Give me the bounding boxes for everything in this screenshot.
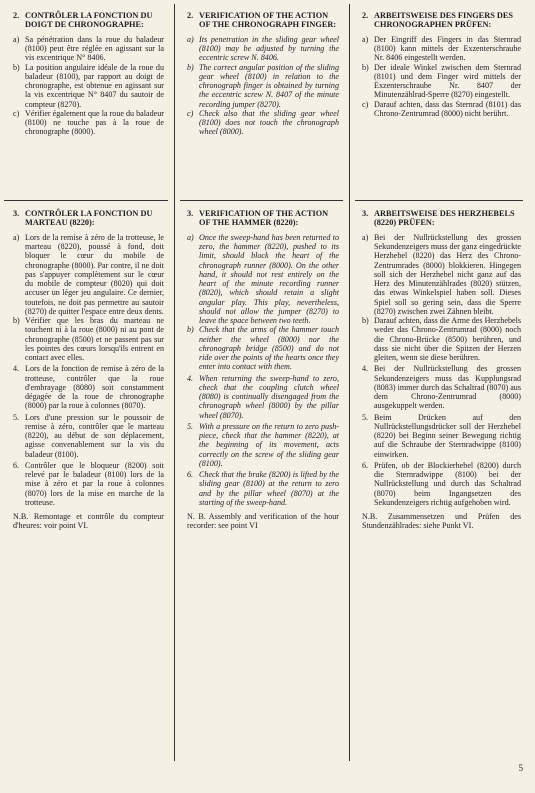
item-text: Bei der Nullrückstellung des grossen Sekundenzeigers muss das Kupplungsrad (8083) immer durch das Schaltrad (8070) aus dem Chrono-Zentrumrad (8000) ausgekuppelt werden.	[374, 364, 521, 411]
list-item	[187, 233, 339, 326]
item-text: Darauf achten, dass die Arme des Herzhebels weder das Chrono-Zentrumrad (8000) noch die Chrono-Brücke (8500) berühren, und dass sie nicht über die Spitzen der Herzen gleiten, wenn sie diese berühren.	[374, 316, 521, 363]
section-heading	[362, 11, 521, 30]
item-label: 6.	[362, 460, 369, 470]
nb-note: N.B. Remontage et contrôle du compteur d'heures: voir point VI.	[13, 512, 164, 531]
section-heading	[187, 11, 339, 30]
item-label: 4.	[362, 364, 369, 374]
list-item	[13, 63, 164, 109]
item-text: When returning the sweep-hand to zero, check that the coupling clutch wheel (8080) is continually disengaged from the chronograph wheel (8000) by the pillar wheel (8070).	[199, 373, 339, 420]
section-heading	[13, 11, 164, 30]
item-text: Lors de la remise à zéro de la trotteuse, le marteau (8220), poussé à fond, doit bloquer le cœur du mobile de chronographe (8000). Par contre, il ne doit pas s'appuyer complètement sur le cœur du mobile de compteur (8020) qui doit accuser un léger jeu angulaire. Ce dernier, toutefois, ne doit pas permettre au sautoir (8270) de quitter l'espace entre deux dents.	[25, 232, 164, 316]
item-text: Darauf achten, dass das Sternrad (8101) das Chrono-Zentrumrad (8000) nicht berührt.	[374, 99, 521, 118]
item-label: 4.	[187, 373, 194, 383]
section-number: 2.	[13, 11, 20, 20]
section-heading	[187, 209, 339, 228]
section-heading	[362, 209, 521, 228]
section-title: ARBEITSWEISE DES HERZHEBELS (8220) PRÜFEN:	[374, 209, 515, 228]
row-divider-right	[355, 200, 523, 201]
en-sec2-section	[180, 8, 345, 137]
row-divider-left	[4, 200, 168, 201]
list-item	[187, 470, 339, 507]
list-item	[187, 63, 339, 109]
list-item	[13, 233, 164, 316]
item-label: b)	[187, 62, 194, 72]
fr-sec3-section	[6, 206, 170, 531]
item-text: Vérifier que les bras du marteau ne touchent ni à la roue (8000) ni au pont de chronographe (8500) et ne passent pas sur les pointes des cœurs lorsqu'ils entrent en contact avec elles.	[25, 316, 164, 363]
section-number: 2.	[187, 11, 194, 20]
item-text: Its penetration in the sliding gear wheel (8100) may be adjusted by turning the eccentric screw N. 8406.	[199, 34, 339, 63]
section-number: 3.	[13, 209, 20, 218]
item-text: Once the sweep-hand has been returned to zero, the hammer (8220), pushed to its limit, should block the heart of the chronograph runner (8000). On the other hand, it should not rest entirely on the heart of the minute recording runner (8020), which should retain a slight angular play. This play, nevertheless, should not allow the jumper (8270) to leave the space between two teeth.	[199, 232, 339, 326]
item-label: b)	[362, 62, 369, 72]
row-divider-middle	[180, 200, 343, 201]
list-item	[13, 364, 164, 410]
section-number: 2.	[362, 11, 369, 20]
de-sec3-section	[355, 206, 527, 531]
list-item	[362, 100, 521, 119]
list-item	[187, 422, 339, 468]
list-item	[362, 316, 521, 362]
item-label: b)	[362, 316, 369, 326]
list-item	[362, 233, 521, 316]
item-label: 6.	[13, 460, 20, 470]
item-label: c)	[187, 108, 194, 118]
list-item	[13, 413, 164, 459]
item-label: c)	[362, 99, 369, 109]
list-item	[187, 374, 339, 420]
item-label: b)	[187, 325, 194, 335]
item-label: b)	[13, 62, 20, 72]
item-text: La position angulaire idéale de la roue du baladeur (8100), par rapport au doigt de chronographe, est obtenue en agissant sur la vis excentrique N° 8407 du sautoir de compteur (8270).	[25, 62, 164, 109]
de-sec2-section	[355, 8, 527, 118]
section-number: 3.	[362, 209, 369, 218]
nb-note: N.B. Zusammensetzen und Prüfen des Stundenzählrades: siehe Punkt VI.	[362, 512, 521, 531]
column-divider-2	[349, 4, 350, 761]
item-text: Check that the brake (8200) is lifted by the sliding gear (8100) at the return to zero and by the pillar wheel (8070) at the starting of the sweep-hand.	[199, 470, 339, 507]
column-divider-1	[174, 4, 175, 761]
list-item	[362, 35, 521, 63]
en-sec3-section	[180, 206, 345, 531]
item-text: Beim Drücken auf den Nullrückstellungsdrücker soll der Herzhebel (8220) bei Beginn seiner Bewegung richtig auf die Schraube der Sternradwippe (8100) einwirken.	[374, 412, 521, 459]
list-item	[362, 63, 521, 100]
list-item	[13, 316, 164, 362]
item-text: Prüfen, ob der Blockierhebel (8200) durch die Sternradwippe (8100) bei der Nullrückstellung und durch das Schaltrad (8070) beim Ingangsetzen des Sekundenzeigers richtig aufgehoben wird.	[374, 460, 521, 507]
section-number: 3.	[187, 209, 194, 218]
list-item	[362, 364, 521, 410]
section-title: CONTRÔLER LA FONCTION DU MARTEAU (8220):	[25, 209, 153, 228]
item-label: c)	[13, 108, 20, 118]
item-text: Der Eingriff des Fingers in das Sternrad (8100) kann mittels der Exzenterschraube Nr. 8406 eingestellt werden.	[374, 34, 521, 63]
fr-sec2-section	[6, 8, 170, 137]
item-text: With a pressure on the return to zero push-piece, check that the hammer (8220), at the beginning of its movement, acts correctly on the screw of the sliding gear (8100).	[199, 421, 339, 468]
list-item	[187, 35, 339, 63]
list-item	[362, 413, 521, 459]
section-title: VERIFICATION OF THE ACTION OF THE HAMMER (8220):	[199, 209, 329, 228]
item-label: a)	[187, 34, 194, 44]
item-text: The correct angular position of the sliding gear wheel (8100) in relation to the chronograph finger is obtained by turning the eccentric screw N. 8407 of the minute recording jumper (8270).	[199, 62, 339, 109]
nb-note: N. B. Assembly and verification of the hour recorder: see point VI	[187, 512, 339, 531]
list-item	[187, 109, 339, 137]
item-label: a)	[13, 34, 20, 44]
list-item	[13, 461, 164, 507]
section-title: VERIFICATION OF THE ACTION OF THE CHRONOGRAPH FINGER:	[199, 11, 337, 30]
item-text: Check that the arms of the hammer touch neither the wheel (8000) nor the chronograph bridge (8500) and do not ride over the points of the hearts once they enter into contact with them.	[199, 325, 339, 372]
section-title: CONTRÔLER LA FONCTION DU DOIGT DE CHRONOGRAPHE:	[25, 11, 153, 30]
item-label: a)	[13, 232, 20, 242]
item-label: 4.	[13, 364, 20, 374]
item-text: Lors de la fonction de remise à zéro de la trotteuse, contrôler que la roue d'embrayage (8080) soit constamment dégagée de la roue de chronographe (8000) par la roue à colonnes (8070).	[25, 364, 164, 411]
item-label: b)	[13, 316, 20, 326]
item-text: Lors d'une pression sur le poussoir de remise à zéro, contrôler que le marteau (8220), au début de son déplacement, agisse convenablement sur la vis du baladeur (8100).	[25, 412, 164, 459]
item-text: Bei der Nullrückstellung des grossen Sekundenzeigers muss der ganz eingedrückte Herzhebel (8220) das Herz des Chrono-Zentrumrades (8000) blokkieren. Hingegen soll sich der Herzhebel nicht ganz auf das Herz des Minutenzählrades (8020) stützen, das etwas Winkelspiel haben soll. Dieses Spiel soll so gering sein, dass die Sperre (8270) zwischen zwei Zähnen bleibt.	[374, 232, 521, 316]
item-label: 5.	[362, 412, 369, 422]
item-text: Der ideale Winkel zwischen dem Sternrad (8101) und dem Finger wird mittels der Exzenterschraube Nr. 8407 der Minutenzählrad-Sperre (8270) eingestellt.	[374, 62, 521, 100]
item-text: Contrôler que le bloqueur (8200) soit relevé par le baladeur (8100) lors de la mise à zéro et par la roue à colonnes (8070) lors de la mise en marche de la trotteuse.	[25, 460, 164, 507]
list-item	[13, 109, 164, 137]
item-text: Sa pénétration dans la roue du baladeur (8100) peut être réglée en agissant sur la vis excentrique N° 8406.	[25, 34, 164, 63]
item-label: a)	[362, 232, 369, 242]
section-title: ARBEITSWEISE DES FINGERS DES CHRONOGRAPHEN PRÜFEN:	[374, 11, 514, 30]
section-heading	[13, 209, 164, 228]
item-label: a)	[362, 34, 369, 44]
page-number: 5	[518, 763, 523, 773]
item-label: 6.	[187, 470, 194, 480]
list-item	[187, 325, 339, 371]
list-item	[362, 461, 521, 507]
item-text: Check also that the sliding gear wheel (8100) does not touch the chronograph wheel (8000).	[199, 108, 339, 137]
list-item	[13, 35, 164, 63]
item-label: 5.	[187, 421, 194, 431]
item-label: a)	[187, 232, 194, 242]
item-label: 5.	[13, 412, 20, 422]
item-text: Vérifier également que la roue du baladeur (8100) ne touche pas à la roue de chronographe (8000).	[25, 108, 164, 137]
